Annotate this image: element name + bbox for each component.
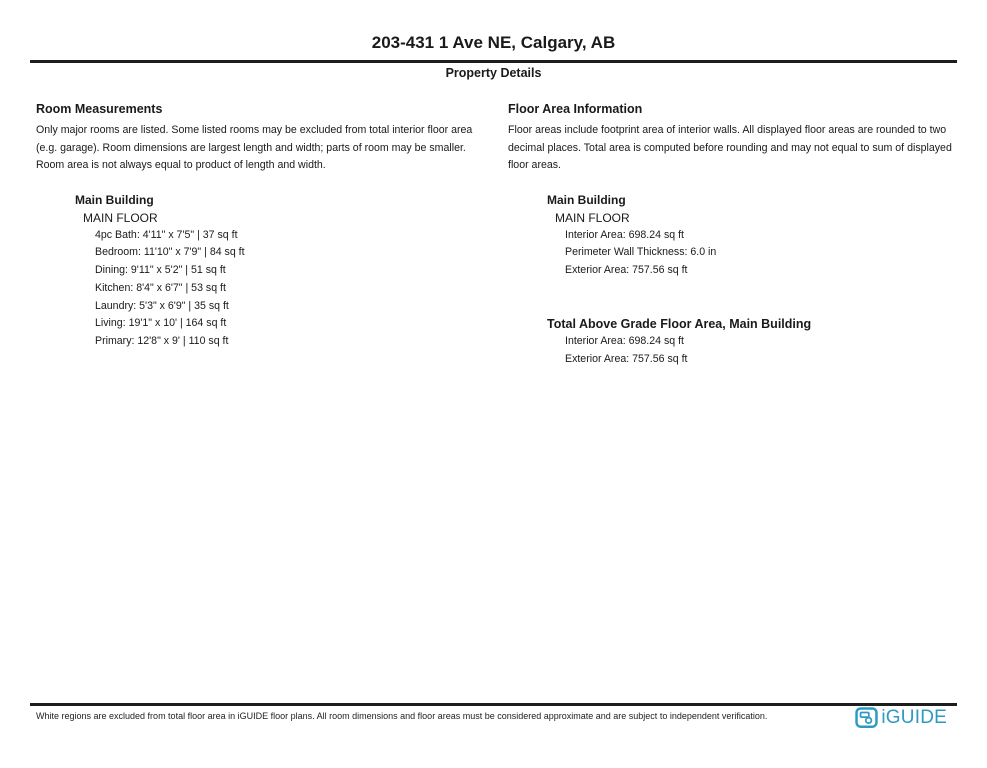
header-divider bbox=[30, 60, 957, 63]
total-stat: Exterior Area: 757.56 sq ft bbox=[565, 352, 688, 365]
total-floor-area-heading: Total Above Grade Floor Area, Main Building bbox=[547, 316, 812, 331]
total-stat: Interior Area: 698.24 sq ft bbox=[565, 334, 684, 347]
room-measurement: Laundry: 5'3" x 6'9" | 35 sq ft bbox=[95, 299, 229, 312]
floor-name: MAIN FLOOR bbox=[83, 210, 158, 225]
floor-area-description: Floor areas include footprint area of interior walls. All displayed floor areas are rounded to two decimal places. Total area is computed before rounding and may not equal to sum of displayed floor areas. bbox=[508, 124, 952, 171]
iguide-logo-text: iGUIDE bbox=[881, 707, 947, 728]
floor-stat: Exterior Area: 757.56 sq ft bbox=[565, 264, 688, 277]
footer-divider bbox=[30, 703, 957, 706]
room-measurements-description: Only major rooms are listed. Some listed rooms may be excluded from total interior floor area (e.g. garage). Room dimensions are largest length and width; parts of room may be smaller. Room area is not always equal to product of length and width. bbox=[36, 124, 473, 171]
room-measurements-building bbox=[36, 191, 482, 352]
building-name: Main Building bbox=[75, 192, 154, 207]
room-measurement: Primary: 12'8" x 9' | 110 sq ft bbox=[95, 335, 229, 348]
room-measurement: Kitchen: 8'4" x 6'7" | 53 sq ft bbox=[95, 281, 226, 294]
room-list bbox=[95, 227, 482, 352]
floor-stat: Interior Area: 698.24 sq ft bbox=[565, 228, 684, 241]
room-measurements-section bbox=[36, 102, 482, 351]
iguide-camera-icon bbox=[855, 706, 878, 729]
floor-stats-list bbox=[565, 227, 958, 280]
room-measurement: 4pc Bath: 4'11" x 7'5" | 37 sq ft bbox=[95, 228, 238, 241]
floor-stat: Perimeter Wall Thickness: 6.0 in bbox=[565, 246, 717, 259]
building-name: Main Building bbox=[547, 192, 626, 207]
room-measurement: Dining: 9'11" x 5'2" | 51 sq ft bbox=[95, 264, 226, 277]
floor-name: MAIN FLOOR bbox=[555, 210, 630, 225]
iguide-logo bbox=[855, 706, 947, 729]
room-measurements-heading: Room Measurements bbox=[36, 102, 163, 116]
floor-area-section bbox=[508, 102, 958, 368]
total-stats-list bbox=[565, 333, 958, 369]
page-subtitle: Property Details bbox=[445, 66, 542, 80]
footer-disclaimer: White regions are excluded from total floor area in iGUIDE floor plans. All room dimensions and floor areas must be considered approximate and are subject to independent verification. bbox=[36, 711, 768, 721]
room-measurement: Bedroom: 11'10" x 7'9" | 84 sq ft bbox=[95, 246, 245, 259]
page-title: 203-431 1 Ave NE, Calgary, AB bbox=[371, 33, 616, 52]
room-measurement: Living: 19'1" x 10' | 164 sq ft bbox=[95, 317, 227, 330]
floor-area-building bbox=[508, 191, 958, 280]
total-floor-area-block bbox=[508, 315, 958, 369]
floor-area-heading: Floor Area Information bbox=[508, 102, 643, 116]
